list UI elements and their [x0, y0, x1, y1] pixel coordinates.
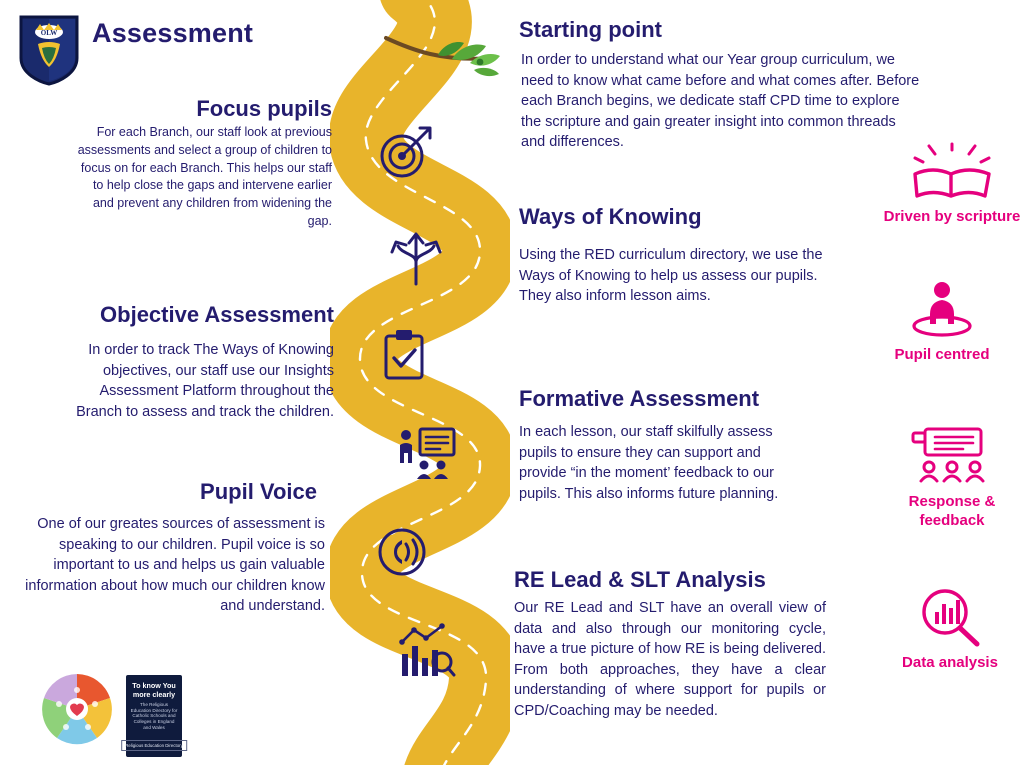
open-book-icon	[907, 140, 997, 202]
book-title: To know You more clearly	[132, 681, 176, 699]
presentation-audience-icon	[396, 425, 456, 485]
pupil-voice-text: One of our greates sources of assessment is speaking to our children. Pupil voice is so important to us and helps us gain valuable information about how much our children know and understand.	[25, 516, 325, 615]
target-arrow-icon	[376, 122, 436, 182]
focus-pupils-heading: Focus pupils	[196, 96, 332, 121]
icon-block-data-analysis	[880, 586, 1020, 673]
branching-arrows-icon	[386, 228, 446, 288]
book-publisher: Religious Education Directory	[121, 740, 187, 752]
re-lead-slt-text: Our RE Lead and SLT have an overall view of data and also through our monitoring cycle, have a true picture of how RE is being delivered. From both approaches, they have a clear understanding of where support for pupils or CPD/Coaching may be needed.	[514, 600, 826, 719]
page-title: Assessment	[92, 18, 254, 48]
speaking-head-icon	[372, 522, 432, 582]
book-subtitle: The Religious Education Directory for Catholic Schools and Colleges in England and Wales	[130, 702, 178, 730]
icon-caption: Response & feedback	[908, 493, 996, 529]
focus-pupils-text: For each Branch, our staff look at previous assessments and select a group of children to focus on for each Branch. This helps our staff to help close the gaps and intervene earlier and prevent any children from widening the gap.	[77, 125, 332, 228]
clipboard-check-icon	[374, 326, 434, 386]
olive-branch-icon	[382, 28, 502, 98]
starting-point-heading: Starting point	[519, 17, 662, 42]
icon-block-response-feedback	[882, 425, 1022, 531]
icon-caption: Data analysis	[902, 654, 998, 671]
person-on-circle-icon	[897, 278, 987, 340]
bar-chart-magnifier-icon	[396, 622, 456, 682]
icon-caption: Driven by scripture	[883, 208, 1021, 225]
svg-text:OLW: OLW	[40, 29, 58, 37]
curriculum-wheel-icon	[40, 672, 114, 746]
formative-assessment-text: In each lesson, our staff skilfully assess pupils to ensure they can support and provide “in the moment’ feedback to our pupils. This also informs future planning.	[519, 424, 779, 502]
classroom-response-icon	[907, 425, 997, 487]
formative-assessment-heading: Formative Assessment	[519, 386, 760, 411]
magnifier-chart-icon	[905, 586, 995, 648]
red-directory-book-cover	[126, 675, 182, 757]
pupil-voice-heading: Pupil Voice	[200, 479, 317, 504]
ways-of-knowing-heading: Ways of Knowing	[519, 204, 702, 229]
objective-assessment-text: In order to track The Ways of Knowing objectives, our staff use our Insights Assessment Platform throughout the Branch to assess and track the children.	[76, 342, 334, 420]
icon-block-pupil-centred	[872, 278, 1012, 365]
icon-block-scripture	[882, 140, 1022, 227]
icon-caption: Pupil centred	[894, 346, 990, 363]
objective-assessment-heading: Objective Assessment	[100, 302, 334, 327]
school-crest	[18, 14, 80, 86]
re-lead-slt-heading: RE Lead & SLT Analysis	[514, 567, 766, 592]
starting-point-text: In order to understand what our Year group curriculum, we need to know what came before and what comes after. Before each Branch begins, we dedicate staff CPD time to explore the scripture and gain greater insight into common threads and differences.	[521, 52, 920, 151]
ways-of-knowing-text: Using the RED curriculum directory, we use the Ways of Knowing to help us assess our pupils. They also inform lesson aims.	[519, 247, 823, 305]
